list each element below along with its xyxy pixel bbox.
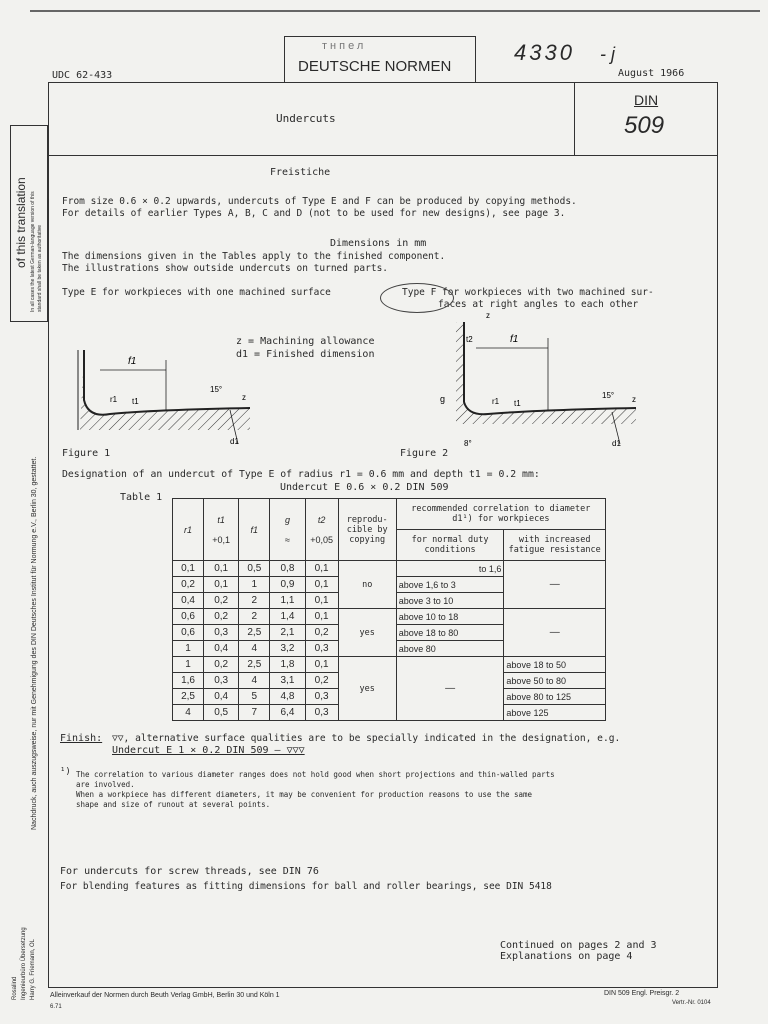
- footnote-line-3: When a workpiece has different diameters, it may be convenient for production reasons to use the same: [76, 790, 533, 799]
- cell-r1: 0,2: [173, 577, 204, 593]
- cell-g: 2,1: [270, 625, 305, 641]
- din-number: 509: [624, 112, 665, 139]
- publication-date: August 1966: [618, 68, 685, 79]
- header-reproducible: reprodu-cible by copying: [338, 499, 396, 561]
- cell-t2: 0,3: [305, 705, 338, 721]
- cell-g: 6,4: [270, 705, 305, 721]
- reference-line-1: DIN 509 Engl. Preisgr. 2: [604, 990, 680, 997]
- type-f-circle-mark: [380, 283, 454, 313]
- margin-of-this-translation: of this translation: [14, 177, 28, 268]
- cell-t1: 0,4: [204, 641, 239, 657]
- designation-example: Undercut E 0.6 × 0.2 DIN 509: [280, 482, 449, 493]
- cell-g: 0,8: [270, 561, 305, 577]
- svg-text:f1: f1: [510, 334, 519, 345]
- footnote-line-4: shape and size of runout at several points.: [76, 800, 271, 809]
- figure-1-drawing: [70, 340, 270, 450]
- svg-text:d1: d1: [230, 437, 239, 446]
- document-title: Undercuts: [276, 112, 336, 125]
- cell-f1: 0,5: [239, 561, 270, 577]
- header-correlation: recommended correlation to diameter d1¹) for workpieces: [396, 499, 605, 530]
- cell-t2: 0,1: [305, 561, 338, 577]
- finish-text: ▽▽, alternative surface qualities are to be specially indicated in the designation, e.g.: [112, 733, 621, 744]
- cell-f1: 1: [239, 577, 270, 593]
- svg-text:z: z: [242, 393, 246, 402]
- cell-f1: 7: [239, 705, 270, 721]
- cell-f1: 2,5: [239, 657, 270, 673]
- cell-g: 3,1: [270, 673, 305, 689]
- cell-t2: 0,3: [305, 689, 338, 705]
- cell-r1: 2,5: [173, 689, 204, 705]
- cell-fatigue: above 50 to 80: [504, 673, 606, 689]
- svg-text:t2: t2: [466, 335, 473, 344]
- figure-2-drawing: [436, 312, 646, 452]
- cell-normal: above 3 to 10: [396, 593, 504, 609]
- table-row: [173, 561, 606, 577]
- deutsche-normen-title: DEUTSCHE NORMEN: [298, 58, 452, 75]
- footnote-line-2: are involved.: [76, 780, 135, 789]
- cell-f1: 4: [239, 641, 270, 657]
- cell-normal: to 1,6: [396, 561, 504, 577]
- cell-t1: 0,3: [204, 673, 239, 689]
- svg-text:15°: 15°: [602, 391, 615, 400]
- cell-t2: 0,2: [305, 673, 338, 689]
- bottom-code: 6.71: [50, 1004, 62, 1010]
- cell-r1: 0,6: [173, 625, 204, 641]
- cell-f1: 2: [239, 609, 270, 625]
- cell-t2: 0,1: [305, 593, 338, 609]
- cell-t1: 0,2: [204, 593, 239, 609]
- svg-text:z: z: [486, 312, 490, 320]
- cell-fatigue: above 125: [504, 705, 606, 721]
- cell-r1: 1,6: [173, 673, 204, 689]
- legend-finished-dimension: d1 = Finished dimension: [236, 349, 375, 360]
- designation-text: Designation of an undercut of Type E of radius r1 = 0.6 mm and depth t1 = 0.2 mm:: [62, 469, 540, 480]
- cell-fatigue: above 18 to 50: [504, 657, 606, 673]
- type-f-description-2: faces at right angles to each other: [438, 299, 639, 310]
- cell-f1: 2: [239, 593, 270, 609]
- dimensions-table: [172, 498, 606, 721]
- dimensions-line-2: The illustrations show outside undercuts on turned parts.: [62, 263, 389, 274]
- cell-f1: 2,5: [239, 625, 270, 641]
- header-t2: t2 +0,05: [305, 499, 338, 561]
- finish-label: Finish:: [60, 733, 103, 744]
- top-edge-line: [30, 10, 760, 12]
- handwritten-number: 4330: [514, 40, 575, 65]
- cell-fatigue: —: [504, 609, 606, 657]
- cell-normal: above 10 to 18: [396, 609, 504, 625]
- intro-line-2: For details of earlier Types A, B, C and D (not to be used for new designs), see page 3.: [62, 208, 566, 219]
- table-row: [173, 657, 606, 673]
- margin-nachdruck-notice: Nachdruck, auch auszugsweise, nur mit Genehmigung des DIN Deutsches Institut für Normung e.V., Berlin 30, gestattet.: [31, 456, 38, 830]
- table-row: [173, 609, 606, 625]
- header-g: g ≈: [270, 499, 305, 561]
- cell-fatigue: above 80 to 125: [504, 689, 606, 705]
- cell-reproducible: yes: [338, 609, 396, 657]
- footnote-mark: ¹): [60, 767, 71, 777]
- stamp-small: тнпел: [322, 40, 367, 52]
- cell-t2: 0,1: [305, 577, 338, 593]
- cell-g: 1,8: [270, 657, 305, 673]
- margin-bottom-line-2: Ingenieurbüro Übersetzung: [21, 927, 27, 1000]
- svg-text:15°: 15°: [210, 385, 223, 394]
- cell-reproducible: no: [338, 561, 396, 609]
- cell-t1: 0,1: [204, 561, 239, 577]
- cell-t2: 0,1: [305, 657, 338, 673]
- cell-t2: 0,1: [305, 609, 338, 625]
- cell-t1: 0,5: [204, 705, 239, 721]
- svg-text:z: z: [632, 395, 636, 404]
- cell-r1: 0,6: [173, 609, 204, 625]
- cell-g: 4,8: [270, 689, 305, 705]
- header-t1: t1 +0,1: [204, 499, 239, 561]
- margin-notice-line-2: standard shall be taken as authoritative: [37, 225, 43, 312]
- figure-2-caption: Figure 2: [400, 448, 449, 459]
- cell-normal: —: [396, 657, 504, 721]
- svg-text:t1: t1: [514, 399, 521, 408]
- header-normal-duty: for normal duty conditions: [396, 530, 504, 561]
- cell-g: 3,2: [270, 641, 305, 657]
- cell-g: 1,4: [270, 609, 305, 625]
- cell-t2: 0,2: [305, 625, 338, 641]
- udc-number: UDC 62-433: [52, 70, 113, 81]
- svg-text:d1: d1: [612, 439, 621, 448]
- header-fatigue: with increased fatigue resistance: [504, 530, 606, 561]
- cell-t1: 0,2: [204, 609, 239, 625]
- svg-text:r1: r1: [492, 397, 500, 406]
- header-f1: f1: [239, 499, 270, 561]
- dimensions-line-1: The dimensions given in the Tables apply to the finished component.: [62, 251, 446, 262]
- svg-text:f1: f1: [128, 356, 137, 367]
- din-label: DIN: [634, 92, 659, 108]
- screw-threads-reference: For undercuts for screw threads, see DIN 76: [60, 866, 319, 877]
- type-e-description: Type E for workpieces with one machined surface: [62, 287, 331, 298]
- cell-f1: 4: [239, 673, 270, 689]
- cell-g: 1,1: [270, 593, 305, 609]
- margin-bottom-line-3: Harry G. Friemann, OL: [30, 938, 36, 1000]
- continued-note: Continued on pages 2 and 3: [500, 940, 657, 951]
- section-title: Freistiche: [270, 167, 331, 178]
- cell-normal: above 1,6 to 3: [396, 577, 504, 593]
- table-label: Table 1: [120, 492, 163, 503]
- margin-bottom-line-1: Rosalind: [12, 976, 18, 1000]
- cell-r1: 0,4: [173, 593, 204, 609]
- dimensions-heading: Dimensions in mm: [330, 238, 427, 249]
- cell-r1: 0,1: [173, 561, 204, 577]
- cell-r1: 4: [173, 705, 204, 721]
- svg-text:t1: t1: [132, 397, 139, 406]
- legend-machining-allowance: z = Machining allowance: [236, 336, 375, 347]
- cell-r1: 1: [173, 657, 204, 673]
- alleinverkauf-note: Alleinverkauf der Normen durch Beuth Verlag GmbH, Berlin 30 und Köln 1: [50, 992, 280, 999]
- header-r1: r1: [173, 499, 204, 561]
- cell-t2: 0,3: [305, 641, 338, 657]
- svg-text:8°: 8°: [464, 439, 472, 448]
- cell-f1: 5: [239, 689, 270, 705]
- cell-g: 0,9: [270, 577, 305, 593]
- cell-t1: 0,2: [204, 657, 239, 673]
- margin-notice-line-1: In all cases the latest German-language version of this: [30, 191, 36, 312]
- cell-r1: 1: [173, 641, 204, 657]
- cell-t1: 0,3: [204, 625, 239, 641]
- cell-reproducible: yes: [338, 657, 396, 721]
- cell-t1: 0,1: [204, 577, 239, 593]
- figure-1-caption: Figure 1: [62, 448, 111, 459]
- finish-example: Undercut E 1 × 0.2 DIN 509 – ▽▽▽: [112, 745, 305, 756]
- cell-normal: above 80: [396, 641, 504, 657]
- svg-text:r1: r1: [110, 395, 118, 404]
- blending-reference: For blending features as fitting dimensions for ball and roller bearings, see DIN 5418: [60, 881, 552, 892]
- type-f-description-1: Type F for workpieces with two machined sur-: [402, 287, 654, 298]
- reference-line-2: Vertr.-Nr. 0104: [672, 1000, 711, 1006]
- intro-line-1: From size 0.6 × 0.2 upwards, undercuts of Type E and F can be produced by copying methods.: [62, 196, 577, 207]
- cell-t1: 0,4: [204, 689, 239, 705]
- handwritten-suffix: - j: [600, 44, 615, 64]
- svg-text:g: g: [440, 394, 446, 404]
- explanations-note: Explanations on page 4: [500, 951, 633, 962]
- cell-normal: above 18 to 80: [396, 625, 504, 641]
- cell-fatigue: —: [504, 561, 606, 609]
- footnote-line-1: The correlation to various diameter ranges does not hold good when short projections and thin-walled parts: [76, 770, 555, 779]
